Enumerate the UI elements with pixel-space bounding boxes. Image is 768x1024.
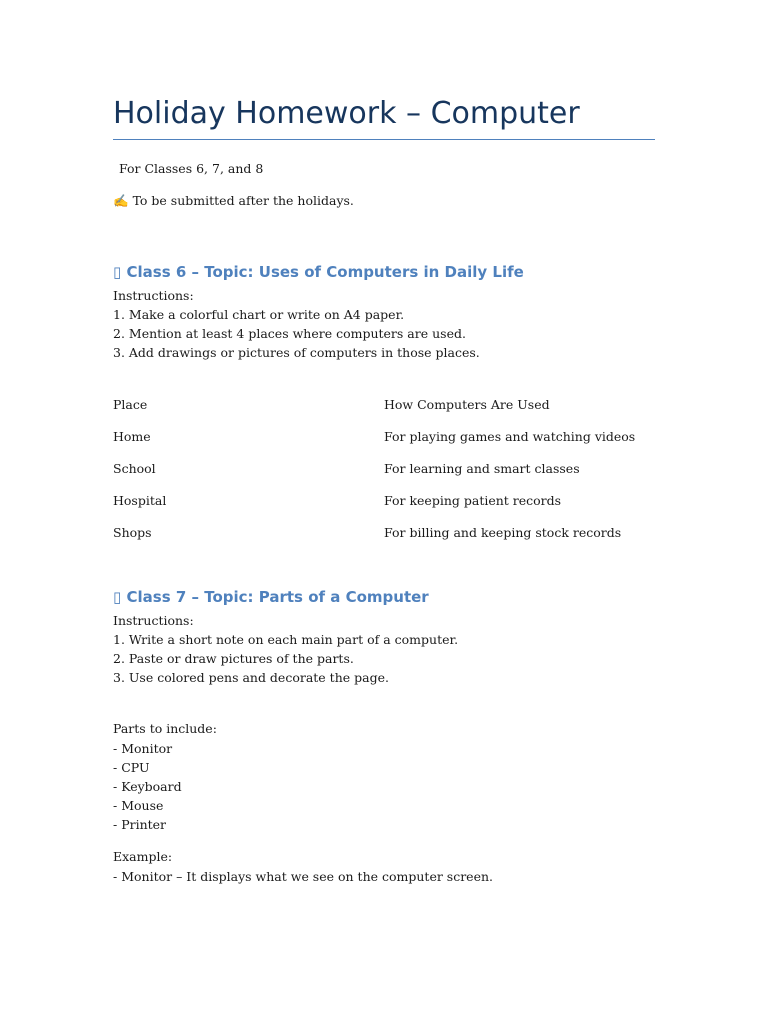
table-cell-usage: For keeping patient records xyxy=(384,493,562,508)
class7-heading xyxy=(113,586,429,608)
table-header-usage: How Computers Are Used xyxy=(384,397,550,412)
class6-heading-text: Class 6 – Topic: Uses of Computers in Daily Life xyxy=(126,263,524,281)
table-cell-place: Hospital xyxy=(113,493,167,508)
submission-text: To be submitted after the holidays. xyxy=(132,193,354,208)
class6-instruction-item: 2. Mention at least 4 places where computers are used. xyxy=(113,326,466,341)
subtitle: For Classes 6, 7, and 8 xyxy=(119,161,264,176)
class7-heading-text: Class 7 – Topic: Parts of a Computer xyxy=(126,588,429,606)
table-cell-place: Shops xyxy=(113,525,152,540)
parts-list-item: - Keyboard xyxy=(113,779,182,794)
class7-instruction-item: 1. Write a short note on each main part of a computer. xyxy=(113,632,459,647)
table-cell-usage: For billing and keeping stock records xyxy=(384,525,622,540)
table-cell-usage: For playing games and watching videos xyxy=(384,429,636,444)
title-divider xyxy=(113,139,655,140)
placeholder-icon: ▯ xyxy=(113,588,122,606)
parts-list-item: - Mouse xyxy=(113,798,164,813)
submission-note xyxy=(113,191,354,210)
class7-instructions-label: Instructions: xyxy=(113,613,194,628)
document-title: Holiday Homework – Computer xyxy=(113,96,580,131)
class7-instruction-item: 3. Use colored pens and decorate the page. xyxy=(113,670,389,685)
table-cell-place: School xyxy=(113,461,156,476)
class6-instructions-label: Instructions: xyxy=(113,288,194,303)
class6-instruction-item: 1. Make a colorful chart or write on A4 paper. xyxy=(113,307,405,322)
table-cell-usage: For learning and smart classes xyxy=(384,461,580,476)
writing-hand-icon: ✍ xyxy=(113,193,129,208)
class7-instruction-item: 2. Paste or draw pictures of the parts. xyxy=(113,651,354,666)
class6-instruction-item: 3. Add drawings or pictures of computers in those places. xyxy=(113,345,480,360)
table-header-place: Place xyxy=(113,397,148,412)
parts-list-item: - Printer xyxy=(113,817,167,832)
example-label: Example: xyxy=(113,849,173,864)
parts-label: Parts to include: xyxy=(113,721,217,736)
parts-list-item: - Monitor xyxy=(113,741,173,756)
class6-heading xyxy=(113,261,524,283)
table-cell-place: Home xyxy=(113,429,151,444)
parts-list-item: - CPU xyxy=(113,760,150,775)
example-text: - Monitor – It displays what we see on the computer screen. xyxy=(113,869,493,884)
placeholder-icon: ▯ xyxy=(113,263,122,281)
